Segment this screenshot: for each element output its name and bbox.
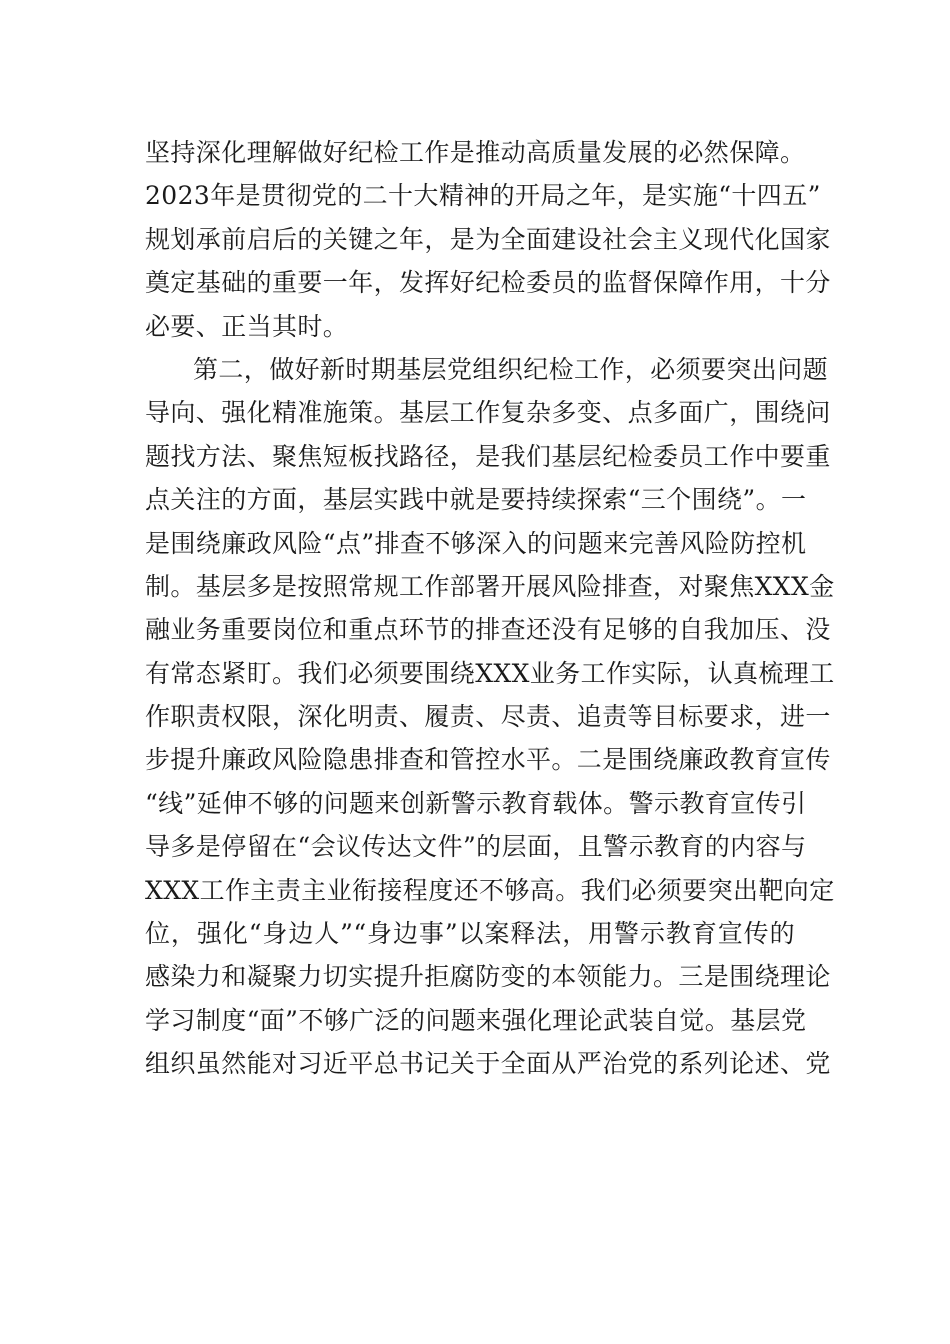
text-line: 题找方法、聚焦短板找路径，是我们基层纪检委员工作中要重 <box>145 441 831 471</box>
document-body <box>145 131 835 1086</box>
text-line: 导多是停留在“会议传达文件”的层面，且警示教育的内容与 <box>145 832 807 862</box>
text-line: 2023年是贯彻党的二十大精神的开局之年，是实施“十四五” <box>145 181 821 211</box>
text-line: 步提升廉政风险隐患排查和管控水平。二是围绕廉政教育宣传 <box>145 745 831 775</box>
paragraph-start-line: 第二，做好新时期基层党组织纪检工作，必须要突出问题 <box>193 354 829 384</box>
text-line: 是围绕廉政风险“点”排查不够深入的问题来完善风险防控机 <box>145 528 807 558</box>
text-line: 作职责权限，深化明责、履责、尽责、追责等目标要求，进一 <box>145 702 831 732</box>
text-line: 有常态紧盯。我们必须要围绕XXX业务工作实际，认真梳理工 <box>145 658 835 688</box>
text-line: 融业务重要岗位和重点环节的排查还没有足够的自我加压、没 <box>145 615 831 645</box>
text-line: 奠定基础的重要一年，发挥好纪检委员的监督保障作用，十分 <box>145 268 831 298</box>
text-line: 必要、正当其时。 <box>145 311 349 341</box>
text-line: 导向、强化精准施策。基层工作复杂多变、点多面广，围绕问 <box>145 398 831 428</box>
text-line: 坚持深化理解做好纪检工作是推动高质量发展的必然保障。 <box>145 138 806 167</box>
text-line: “线”延伸不够的问题来创新警示教育载体。警示教育宣传引 <box>145 788 807 818</box>
text-line: 感染力和凝聚力切实提升拒腐防变的本领能力。三是围绕理论 <box>145 962 831 992</box>
text-line: 位，强化“身边人”“身边事”以案释法，用警示教育宣传的 <box>145 919 795 949</box>
text-line: 制。基层多是按照常规工作部署开展风险排查，对聚焦XXX金 <box>145 571 835 601</box>
text-line: 学习制度“面”不够广泛的问题来强化理论武装自觉。基层党 <box>145 1005 807 1035</box>
text-line: 规划承前启后的关键之年，是为全面建设社会主义现代化国家 <box>145 224 831 254</box>
text-line: XXX工作主责主业衔接程度还不够高。我们必须要突出靶向定 <box>145 875 835 905</box>
text-line: 组织虽然能对习近平总书记关于全面从严治党的系列论述、党 <box>145 1049 831 1079</box>
text-line: 点关注的方面，基层实践中就是要持续探索“三个围绕”。一 <box>145 485 807 515</box>
